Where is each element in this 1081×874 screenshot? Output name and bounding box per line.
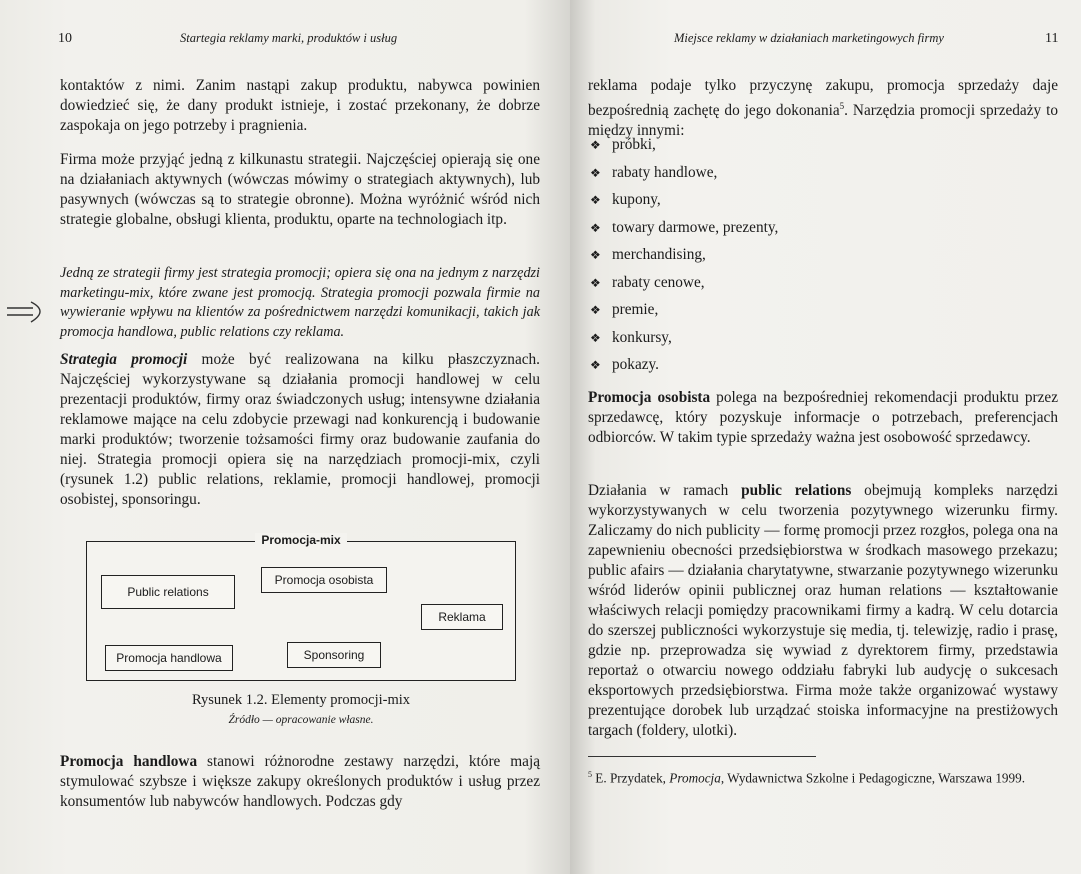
bullet-icon: ❖ bbox=[590, 330, 601, 345]
bullet-icon: ❖ bbox=[590, 248, 601, 262]
left-page-number: 10 bbox=[58, 31, 72, 46]
left-paragraph-5 bbox=[60, 752, 540, 812]
public-relations-term: public relations bbox=[741, 482, 852, 499]
promocja-osobista-term: Promocja osobista bbox=[588, 389, 711, 406]
list-item: ❖ rabaty handlowe, bbox=[590, 159, 990, 187]
figure-caption: Rysunek 1.2. Elementy promocji-mix bbox=[191, 692, 411, 708]
handwritten-arrow-icon bbox=[5, 298, 55, 326]
left-paragraph-italic: Jedną ze strategii firmy jest strategia promocji; opiera się ona na jednym z narzędzi marketingu-mix, które zwane jest promocją. Strategia promocji pozwala firmie na wywieranie wpływu na klientów za pośrednictwem narzędzi komunikacji, takich jak promocja handlowa, public relations czy reklama. bbox=[60, 265, 540, 340]
right-paragraph-3 bbox=[588, 481, 1058, 741]
footnote-author: E. Przydatek, bbox=[592, 770, 670, 786]
promocja-mix-diagram bbox=[86, 533, 516, 681]
diagram-box-promocja-handlowa: Promocja handlowa bbox=[105, 645, 233, 671]
right-paragraph-3-lead: Działania w ramach bbox=[588, 482, 742, 499]
promocja-handlowa-term: Promocja handlowa bbox=[60, 753, 198, 770]
list-item: ❖ kupony, bbox=[590, 186, 990, 214]
figure-source: Źródło — opracowanie własne. bbox=[228, 714, 374, 726]
right-running-head: Miejsce reklamy w działaniach marketingowych firmy bbox=[674, 31, 944, 45]
list-item: ❖ próbki, bbox=[590, 131, 990, 159]
footnote-publisher: , Wydawnictwa Szkolne i Pedagogiczne, Warszawa 1999. bbox=[720, 770, 1025, 786]
left-paragraph-4-text: może być realizowana na kilku płaszczyznach. Najczęściej wykorzystywane są działania promocji handlowej w celu prezentacji produktów, firmy oraz świadczonych usług; intensywne działania reklamowe mające na celu zdobycie przewagi nad konkurencją i budowanie marki produktów; tworzenie tożsamości firmy oraz budowanie zaufania do niej. Strategia promocji opiera się na narzędziach promocji-mix, czyli (rysunek 1.2) public relations, reklamie, promocji handlowej, promocji osobistej, sponsoringu. bbox=[60, 351, 540, 508]
left-paragraph-4 bbox=[60, 350, 540, 510]
footnote-divider bbox=[588, 756, 816, 757]
left-paragraph-1: kontaktów z nimi. Zanim nastąpi zakup produktu, nabywca powinien dowiedzieć się, że dany produkt istnieje, i zostać przekonany, że dobrze zaspokaja on jego potrzeby i pragnienia. bbox=[60, 77, 540, 134]
bullet-icon: ❖ bbox=[590, 220, 601, 235]
right-page-number: 11 bbox=[1045, 31, 1059, 46]
list-item: ❖ konkursy, bbox=[590, 324, 990, 352]
sales-promotion-tools-list bbox=[590, 131, 990, 379]
diagram-box-reklama: Reklama bbox=[421, 604, 503, 630]
right-page bbox=[570, 0, 1081, 874]
bullet-icon: ❖ bbox=[590, 275, 601, 290]
right-paragraph-2 bbox=[588, 388, 1058, 448]
diagram-box-sponsoring: Sponsoring bbox=[287, 642, 381, 668]
strategia-promocji-term: Strategia promocji bbox=[60, 351, 188, 368]
diagram-box-promocja-osobista: Promocja osobista bbox=[261, 567, 387, 593]
list-item: ❖ rabaty cenowe, bbox=[590, 269, 990, 297]
right-paragraph-3-text: obejmują kompleks narzędzi wykorzystywanych w celu tworzenia pozytywnego wizerunku firmy. Zaliczamy do nich publicity — formę promocji przez rozgłos, polega ona na zapewnieniu obecności przedsiębiorstwa w środkach masowego przekazu; public afairs — działania charytatywne, stwarzanie pozytywnego wizerunku wśród liderów opinii publicznej oraz human relations — kształtowanie właściwych relacji pomiędzy pracownikami firmy a kadrą. W celu dotarcia do szerszej publiczności wykorzystuje się media, tj. telewizję, radio i prasę, gdzie np. przeprowadza się wywiad z dyrektorem firmy, przedstawia reportaż o otwarciu nowego oddziału fabryki lub audycję o sukcesach eksportowych przedsiębiorstwa. Firma może także organizować wystawy prezentujące dorobek lub urządzać stoiska informacyjne na prestiżowych targach (foldery, ulotki). bbox=[588, 482, 1059, 739]
left-paragraph-5-text: stanowi różnorodne zestawy narzędzi, które mają stymulować szybsze i większe zakupy określonych produktów i usług przez konsumentów lub nabywców handlowych. Podczas gdy bbox=[60, 753, 540, 810]
footnote-title: Promocja bbox=[669, 770, 721, 786]
right-paragraph-1-text: reklama podaje tylko przyczynę zakupu, promocja sprzedaży daje bezpośrednią zachętę do jego dokonania bbox=[588, 77, 1058, 120]
bullet-icon: ❖ bbox=[590, 193, 601, 207]
left-running-head: Startegia reklamy marki, produktów i usług bbox=[180, 31, 398, 45]
bullet-icon: ❖ bbox=[590, 165, 601, 180]
left-paragraph-2: Firma może przyjąć jedną z kilkunastu strategii. Najczęściej opierają się one na działaniach aktywnych (wówczas mówimy o strategiach aktywnych), lub pasywnych (wówczas są to strategie obronne). Można wyróżnić wśród nich strategie globalne, obsługi klienta, produktu, oparte na technologiach itp. bbox=[60, 151, 540, 228]
list-item: ❖ towary darmowe, prezenty, bbox=[590, 214, 990, 242]
list-item: ❖ merchandising, bbox=[590, 241, 990, 269]
footnote-mark: 5 bbox=[588, 770, 592, 779]
bullet-icon: ❖ bbox=[590, 138, 601, 152]
list-item: ❖ pokazy. bbox=[590, 351, 990, 379]
right-paragraph-1-tail: . Narzędzia promocji sprzedaży to między innymi: bbox=[588, 102, 1058, 140]
bullet-icon: ❖ bbox=[590, 358, 601, 372]
footnote bbox=[588, 765, 1048, 788]
diagram-title: Promocja-mix bbox=[87, 533, 515, 547]
footnote-ref: 5 bbox=[839, 101, 845, 111]
diagram-box-public-relations: Public relations bbox=[101, 575, 235, 609]
bullet-icon: ❖ bbox=[590, 303, 601, 317]
list-item: ❖ premie, bbox=[590, 296, 990, 324]
right-paragraph-2-text: polega na bezpośredniej rekomendacji produktu przez sprzedawcę, który pozyskuje informacje o potrzebach, preferencjach odbiorców. W takim typie sprzedaży ważna jest osobowość sprzedawcy. bbox=[588, 389, 1058, 446]
